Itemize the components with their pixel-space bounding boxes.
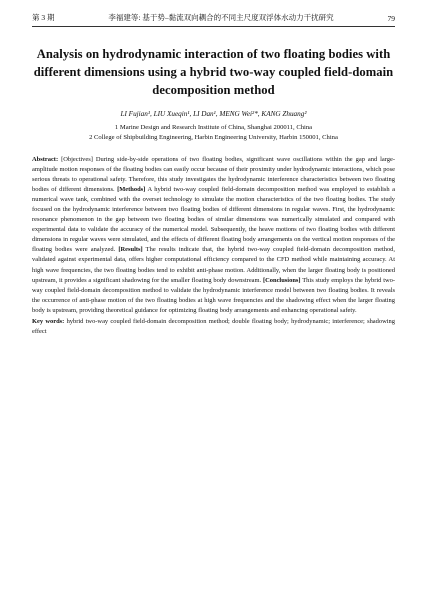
author-list: LI Fujian¹, LIU Xueqin¹, LI Dan¹, MENG Wei²*, KANG Zhuang² xyxy=(120,110,307,118)
keywords-text: hybrid two-way coupled field-domain decomposition method; double floating body; hydrodynamic; interference; shadowing effect xyxy=(32,317,395,335)
abstract-objectives: [Objectives] During side-by-side operations of two floating bodies, significant wave oscillations within the gap and large-amplitude motion responses of the floating bodies can easily occur because of their proximity under hydrodynamic interactions, which pose serious threats to operational safety. Therefore, this study investigates the hydrodynamic interference characteristics between two floating bodies of different dimensions. xyxy=(32,156,396,194)
conclusions-label: [Conclusions] xyxy=(262,276,301,284)
abstract-results: The results indicate that, the hybrid two-way coupled field-domain decomposition method, validated against experimental data, offers higher computational efficiency compared to the CFD method while maintaining accuracy. At high wave frequencies, the two floating bodies tend to exhibit anti-phase motion. Additionally, when the larger floating body is positioned upstream, it provides a significant shadowing for the smaller floating body downstream. xyxy=(32,246,396,284)
abstract-conclusions: This study employs the hybrid two-way coupled field-domain decomposition method to validate the hydrodynamic interference model between two floating bodies. It reveals the occurrence of anti-phase motion of the two floating bodies at high wave frequencies and the shadowing effect when the larger floating body is upstream, providing theoretical guidance for optimizing floating body arrangements and enhancing operational safety. xyxy=(32,276,396,314)
abstract-label: Abstract xyxy=(32,156,56,163)
running-header xyxy=(32,0,395,27)
results-label: [Results] xyxy=(118,246,143,254)
issue-number: 第 3 期 xyxy=(32,13,55,22)
keywords-label: Key words xyxy=(32,317,63,325)
paper-title: Analysis on hydrodynamic interaction of two floating bodies with different dimensions using a hybrid two-way coupled field-domain decomposition method xyxy=(33,47,394,97)
page-number: 79 xyxy=(387,14,395,23)
abstract: Abstract: [Objectives] During side-by-side operations of two floating bodies, significant wave oscillations within the gap and large-amplitude motion responses of the floating bodies can easily occur because of their proximity under hydrodynamic interactions, which pose serious threats to operational safety. Therefore, this study investigates the hydrodynamic interference characteristics between two floating bodies of different dimensions. [Methods] A hybrid two-way coupled field-domain decomposition method was employed to establish a numerical wave tank, combined with the overset technology to simulate the motion characteristics of the two floating bodies. The study focused on the hydrodynamic interference between two floating bodies of different dimensions in regular waves. First, the hydrodynamic resonance phenomenon in the gap between two floating bodies of similar dimensions was numerically simulated and compared with experimental data to validate the accuracy of the numerical model. Subsequently, the heave motions of two floating bodies with different dimensions in regular waves were simulated, and the effects of different floating body arrangements on the vertical motion responses of the floating bodies were analyzed. [Results] The results indicate that, the hybrid two-way coupled field-domain decomposition method, validated against experimental data, offers higher computational efficiency compared to the CFD method while maintaining accuracy. At high wave frequencies, the two floating bodies tend to exhibit anti-phase motion. Additionally, when the larger floating body is positioned upstream, it provides a significant shadowing for the smaller floating body downstream. [Conclusions] This study employs the hybrid two-way coupled field-domain decomposition method to validate the hydrodynamic interference model between two floating bodies. It reveals the occurrence of anti-phase motion of the two floating bodies at high wave frequencies and the shadowing effect when the larger floating body is upstream, providing theoretical guidance for optimizing floating body arrangements and enhancing operational safety. xyxy=(32,156,396,314)
running-title: 李福建等: 基于势–黏流双向耦合的不同主尺度双浮体水动力干扰研究 xyxy=(108,13,334,22)
affiliation-1: 1 Marine Design and Research Institute of China, Shanghai 200011, China xyxy=(114,124,313,131)
affiliation-2: 2 College of Shipbuilding Engineering, Harbin Engineering University, Harbin 150001, China xyxy=(89,134,338,141)
methods-label: [Methods] xyxy=(117,186,146,194)
abstract-methods: A hybrid two-way coupled field-domain decomposition method was employed to establish a numerical wave tank, combined with the overset technology to simulate the motion characteristics of the two floating bodies. The study focused on the hydrodynamic interference between two floating bodies of different dimensions in regular waves. First, the hydrodynamic resonance phenomenon in the gap between two floating bodies of similar dimensions was numerically simulated and compared with experimental data to validate the accuracy of the numerical model. Subsequently, the heave motions of two floating bodies with different dimensions in regular waves were simulated, and the effects of different floating body arrangements on the vertical motion responses of the floating bodies were analyzed. xyxy=(32,186,395,254)
keywords: Key words: hybrid two-way coupled field-domain decomposition method; double floating body; hydrodynamic; interference; shadowing effect xyxy=(32,317,395,335)
